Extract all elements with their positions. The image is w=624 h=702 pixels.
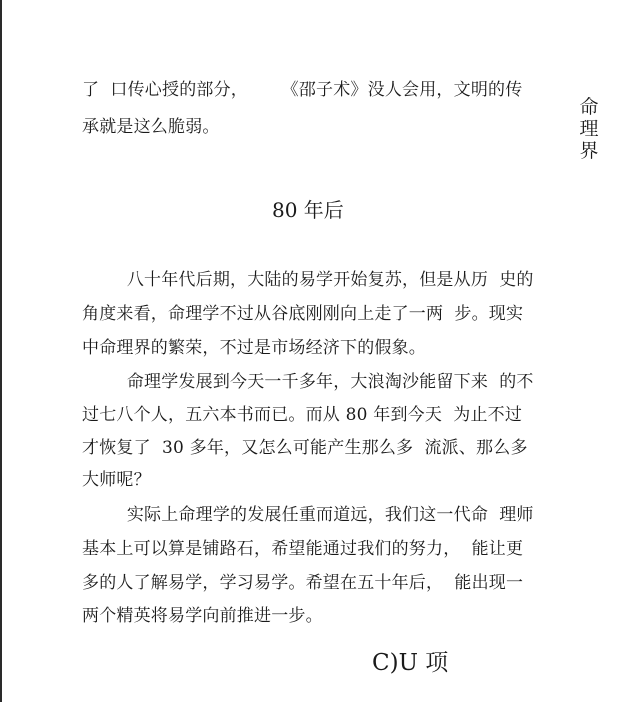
body-line: 才恢复了 30 多年，又怎么可能产生那么多 流派、那么多 (82, 438, 528, 458)
body-line: 基本上可以算是铺路石，希望能通过我们的努力， 能让更 (82, 539, 524, 559)
running-header-char: 界 (579, 140, 599, 162)
body-line: 角度来看，命理学不过从谷底刚刚向上走了一两 步。现实 (82, 304, 524, 324)
intro-line: 承就是这么脆弱。 (82, 117, 220, 137)
page-footer-mark: C)U 项 (372, 650, 449, 676)
body-line: 多的人了解易学，学习易学。希望在五十年后， 能出现一 (82, 573, 524, 593)
body-line: 八十年代后期，大陆的易学开始复苏，但是从历 史的 (82, 270, 534, 290)
running-header-char: 理 (579, 118, 599, 140)
section-heading: 80 年后 (272, 198, 344, 222)
running-header-vertical (578, 96, 600, 162)
body-line: 实际上命理学的发展任重而道远，我们这一代命 理师 (82, 505, 534, 525)
intro-line: 了 口传心授的部分， 《邵子术》没人会用，文明的传 (82, 80, 523, 100)
body-line: 两个精英将易学向前推进一步。 (82, 606, 323, 626)
body-line: 命理学发展到今天一千多年，大浪淘沙能留下来 的不 (82, 372, 534, 392)
running-header-char: 命 (579, 96, 599, 118)
body-line: 中命理界的繁荣，不过是市场经济下的假象。 (82, 338, 426, 358)
page-left-border (0, 0, 2, 702)
body-line: 大师呢？ (82, 470, 151, 490)
body-line: 过七八个人，五六本书而已。而从 80 年到今天 为止不过 (82, 405, 523, 425)
